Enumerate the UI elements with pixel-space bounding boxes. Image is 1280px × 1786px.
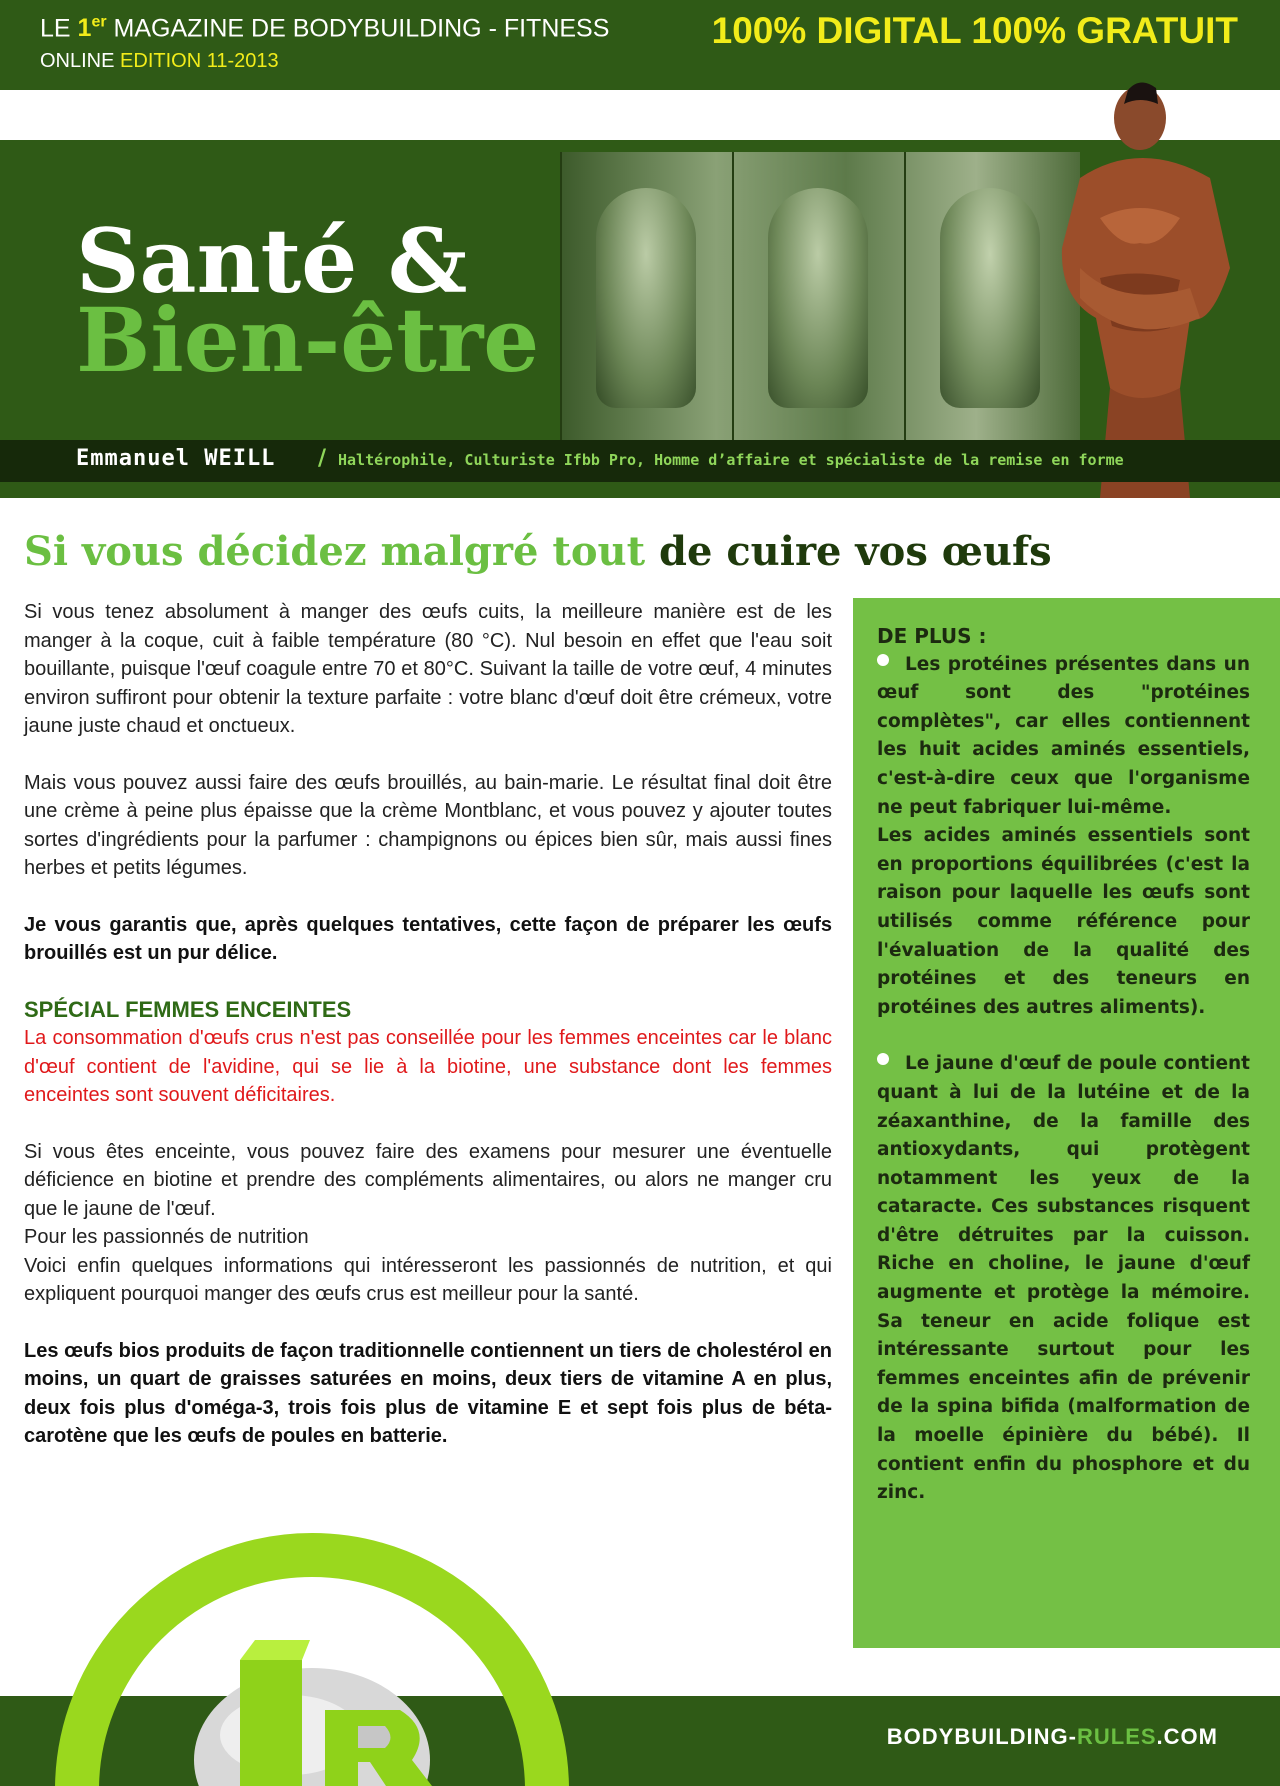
- headline-part1: Si vous décidez malgré tout: [24, 528, 659, 575]
- author-name: Emmanuel WEILL: [76, 446, 276, 471]
- online-label: ONLINE: [40, 50, 121, 72]
- sidebar-title: DE PLUS :: [877, 624, 987, 648]
- sidebar-box: [853, 598, 1280, 1648]
- sidebar-bullet: [877, 651, 1250, 823]
- bullet-icon: [877, 1053, 889, 1065]
- tagline-number: [78, 14, 107, 42]
- warning-paragraph: La consommation d'œufs crus n'est pas conseillée pour les femmes enceintes car le blanc d'œuf contient de l'avidine, qui se lie à la biotine, une substance dont les femmes enceintes sont souvent déficitaires.: [24, 1027, 832, 1106]
- tagline-prefix: LE: [40, 14, 78, 43]
- sidebar-bullet-text: Les protéines présentes dans un œuf sont des "protéines complètes", car elles contiennent les huit acides aminés essentiels, c'est-à-dire ceux que l'organisme ne peut fabriquer lui-même.: [877, 653, 1250, 818]
- sidebar-paragraph: Les acides aminés essentiels sont en proportions équilibrées (c'est la raison pour laquelle les œufs sont utilisés comme référence pour l'évaluation de la qualité des protéines et des teneurs en protéines des autres aliments).: [877, 825, 1250, 1018]
- photo-panel: [732, 152, 902, 442]
- article-body: [24, 598, 832, 1479]
- sidebar-bullet: [877, 1050, 1250, 1508]
- section-title-line2: Bien-être: [76, 288, 540, 393]
- author-bar: [0, 440, 1280, 482]
- bullet-icon: [877, 654, 889, 666]
- sidebar-bullet-text: Le jaune d'œuf de poule contient quant à lui de la lutéine et de la zéaxanthine, de la famille des antioxydants, qui protègent notamment les yeux de la cataracte. Ces substances risquent d'être détruites par la cuisson. Riche en choline, le jaune d'œuf augmente et protège la mémoire. Sa teneur en acide folique est intéressante surtout pour les femmes enceintes afin de prévenir de la spina bifida (malformation de la moelle épinière du bébé). Il contient enfin du phosphore et du zinc.: [877, 1053, 1251, 1504]
- author-role: Haltérophile, Culturiste Ifbb Pro, Homme d’affaire et spécialiste de la remise en forme: [338, 451, 1124, 469]
- paragraph: Voici enfin quelques informations qui intéresseront les passionnés de nutrition, et qui expliquent pourquoi manger des œufs crus est meilleur pour la santé.: [24, 1254, 832, 1305]
- website-link[interactable]: [887, 1724, 1218, 1750]
- section-title-line1: Santé &: [76, 209, 468, 313]
- paragraph: Mais vous pouvez aussi faire des œufs brouillés, au bain-marie. Le résultat final doit être une crème à peine plus épaisse que la crème Montblanc, et vous pouvez y ajouter toutes sortes d'ingrédients pour la parfumer : champignons ou épices bien sûr, mais aussi fines herbes et petits légumes.: [24, 771, 832, 879]
- paragraph: Si vous êtes enceinte, vous pouvez faire des examens pour mesurer une éventuelle déficience en biotine et prendre des compléments alimentaires, ou alors ne manger cru que le jaune de l'œuf.: [24, 1140, 832, 1220]
- author-separator: /: [318, 446, 327, 471]
- magazine-tagline: [40, 14, 609, 43]
- bodybuilding-rules-logo: [40, 1490, 580, 1786]
- bodybuilder-silhouette: [768, 188, 868, 408]
- website-part: BODYBUILDING-: [886, 1724, 1077, 1749]
- sidebar-content: [877, 622, 1250, 1508]
- article-headline: [24, 528, 1052, 575]
- paragraph: Si vous tenez absolument à manger des œufs cuits, la meilleure manière est de les manger à la coque, cuit à faible température (80 °C). Nul besoin en effet que l'eau soit bouillante, puisque l'œuf coagule entre 70 et 80°C. Suivant la taille de votre œuf, 4 minutes environ suffiront pour obtenir la texture parfaite : votre blanc d'œuf doit être crémeux, votre jaune juste chaud et onctueux.: [24, 601, 832, 737]
- bodybuilder-photo: [1040, 68, 1240, 498]
- website-part-highlight: RULES: [1076, 1724, 1157, 1749]
- paragraph: Pour les passionnés de nutrition: [24, 1226, 309, 1248]
- headline-part2: de cuire vos œufs: [658, 528, 1052, 575]
- tagline-number-text: 1: [77, 14, 92, 43]
- bold-paragraph: Je vous garantis que, après quelques tentatives, cette façon de préparer les œufs brouillés est un pur délice.: [24, 913, 832, 964]
- digital-free-slogan: 100% DIGITAL 100% GRATUIT: [711, 10, 1238, 51]
- bodybuilder-photo-strip: [560, 152, 1080, 442]
- bodybuilder-silhouette: [596, 188, 696, 408]
- tagline-rest: MAGAZINE DE BODYBUILDING - FITNESS: [106, 14, 610, 43]
- bodybuilder-silhouette: [940, 188, 1040, 408]
- section-subtitle: SPÉCIAL FEMMES ENCEINTES: [24, 996, 352, 1022]
- section-banner: [0, 140, 1280, 498]
- edition-line: [40, 50, 279, 73]
- photo-panel: [560, 152, 730, 442]
- section-title: [76, 209, 540, 393]
- spacer: [877, 1022, 1250, 1050]
- edition-label: EDITION 11-2013: [120, 50, 279, 72]
- website-part: .COM: [1156, 1724, 1218, 1749]
- bold-paragraph: Les œufs bios produits de façon traditionnelle contiennent un tiers de cholestérol en moins, un quart de graisses saturées en moins, deux tiers de vitamine A en plus, deux fois plus d'oméga-3, trois fois plus de vitamine E et sept fois plus de béta-carotène que les œufs de poules en batterie.: [24, 1339, 832, 1447]
- tagline-sup: er: [91, 14, 107, 31]
